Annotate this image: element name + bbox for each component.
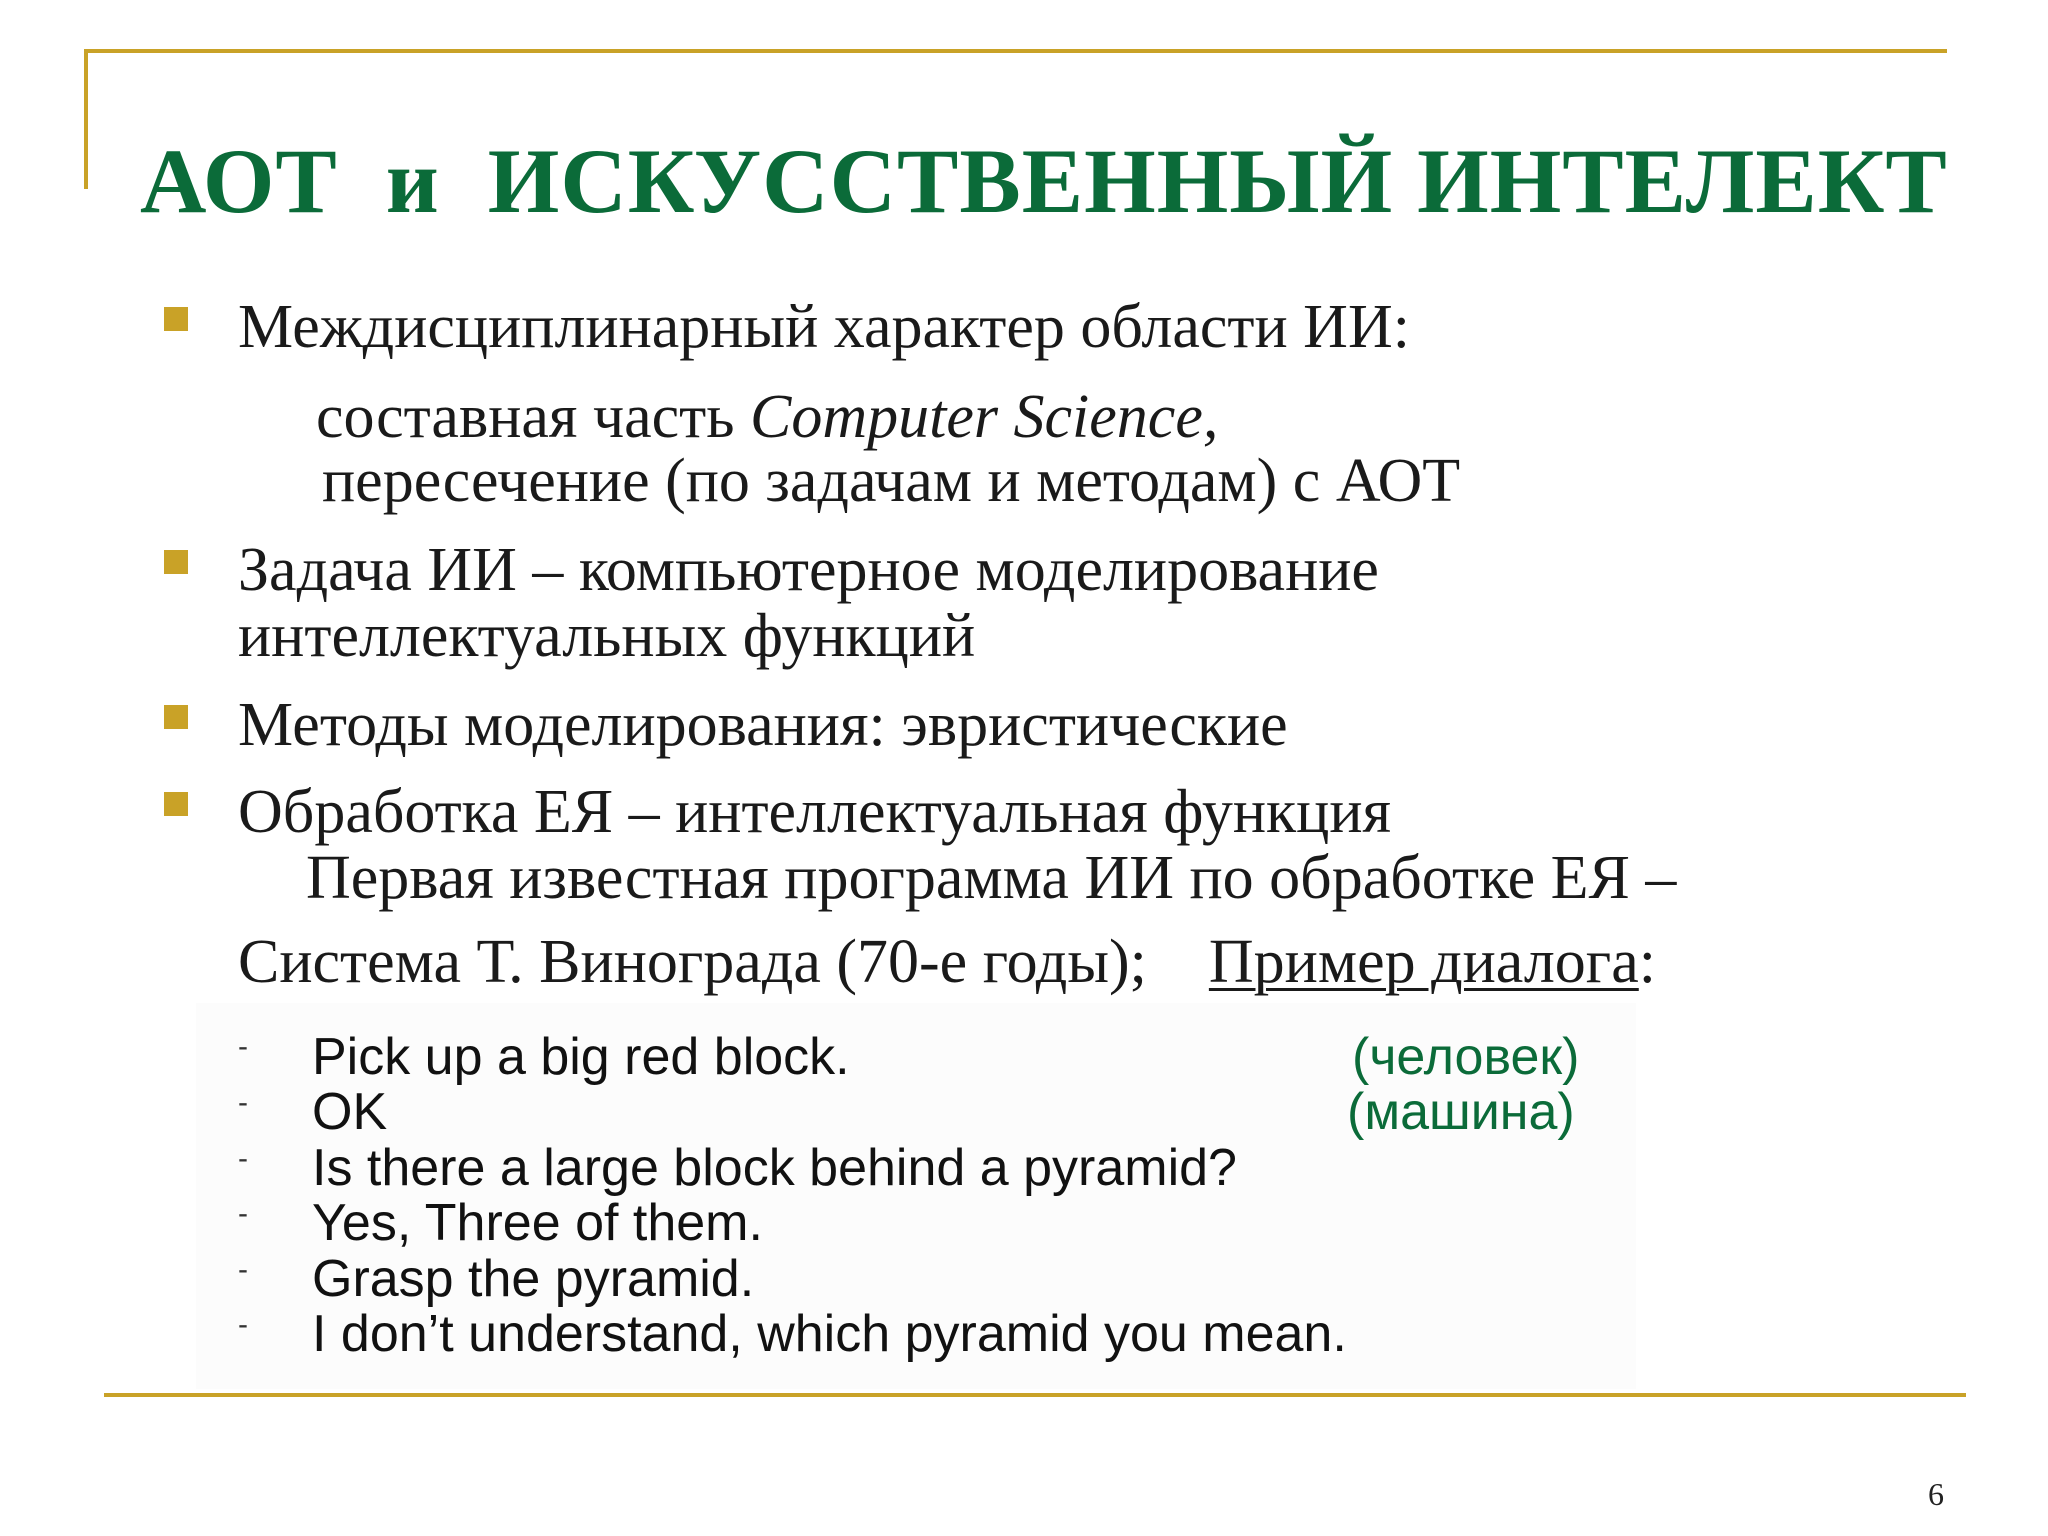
dialog-line-1: Pick up a big red block. (312, 1028, 850, 1086)
dialog-dash: - (238, 1197, 248, 1230)
bottom-rule (104, 1393, 1966, 1397)
role-human: (человек) (1352, 1028, 1580, 1086)
dialog-line-4: Yes, Three of them. (312, 1194, 763, 1252)
dialog-dash: - (238, 1142, 248, 1175)
bullet-2-line-2: интеллектуальных функций (238, 602, 976, 670)
dialog-line-5: Grasp the pyramid. (312, 1250, 755, 1308)
top-rule (84, 49, 1947, 53)
dialog-dash: - (238, 1308, 248, 1341)
slide-title: АОТ и ИСКУССТВЕННЫЙ ИНТЕЛЕКТ (140, 130, 1948, 232)
bullet-1-sub-2: пересечение (по задачам и методам) с АОТ (322, 447, 1461, 515)
bullet-4-line-2: Первая известная программа ИИ по обработке ЕЯ – (306, 844, 1677, 912)
dialog-line-2: OK (312, 1083, 388, 1141)
dialog-dash: - (238, 1086, 248, 1119)
bullet-4-line-3-suffix: : (1638, 928, 1656, 996)
bullet-marker (164, 307, 188, 331)
bullet-4-line-3 (238, 928, 1656, 996)
left-rule (84, 49, 88, 189)
bullet-1-text: Междисциплинарный характер области ИИ: (238, 293, 1410, 361)
dialog-line-6: I don’t understand, which pyramid you mean. (312, 1305, 1347, 1363)
bullet-1-sub-1 (316, 383, 1219, 451)
dialog-dash: - (238, 1030, 248, 1063)
bullet-marker (164, 705, 188, 729)
bullet-1-sub-1-prefix: составная часть (316, 383, 751, 451)
bullet-marker (164, 792, 188, 816)
bullet-marker (164, 550, 188, 574)
dialog-dash: - (238, 1253, 248, 1286)
dialog-line-3: Is there a large block behind a pyramid? (312, 1139, 1237, 1197)
bullet-2-line-1: Задача ИИ – компьютерное моделирование (238, 536, 1379, 604)
bullet-4-line-1: Обработка ЕЯ – интеллектуальная функция (238, 778, 1392, 846)
dialog-example-link[interactable]: Пример диалога (1208, 928, 1639, 996)
page-number: 6 (1928, 1476, 1944, 1512)
bullet-3-text: Методы моделирования: эвристические (238, 691, 1288, 759)
computer-science-italic: Computer Science, (750, 383, 1219, 451)
bullet-4-line-3-prefix: Система Т. Винограда (70-е годы); (238, 928, 1209, 996)
role-machine: (машина) (1347, 1083, 1575, 1141)
